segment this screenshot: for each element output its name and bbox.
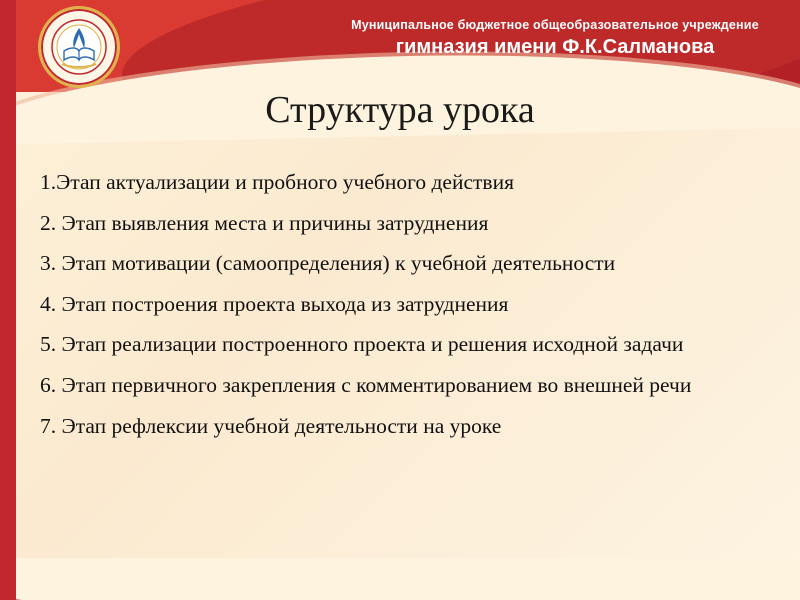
header-text [330, 18, 780, 59]
list-item: 4. Этап построения проекта выхода из затруднения [40, 291, 509, 316]
list-item: 7. Этап рефлексии учебной деятельности на уроке [40, 413, 502, 438]
organization-name-line1: Муниципальное бюджетное общеобразовательное учреждение [351, 18, 759, 32]
list-item: 2. Этап выявления места и причины затруднения [40, 210, 489, 235]
list-item: 3. Этап мотивации (самоопределения) к учебной деятельности [40, 251, 616, 276]
footer-band [0, 558, 800, 600]
list-item: 5. Этап реализации построенного проекта и решения исходной задачи [40, 332, 684, 357]
footer-swoosh [0, 558, 800, 600]
school-emblem-icon [38, 6, 120, 88]
slide-title: Структура урока [265, 89, 535, 131]
list-item: 6. Этап первичного закрепления с комментированием во внешней речи [40, 372, 692, 397]
organization-name-line2: гимназия имени Ф.К.Салманова [395, 36, 715, 58]
list-item: 1.Этап актуализации и пробного учебного действия [40, 170, 514, 194]
lesson-structure-list [40, 168, 760, 452]
